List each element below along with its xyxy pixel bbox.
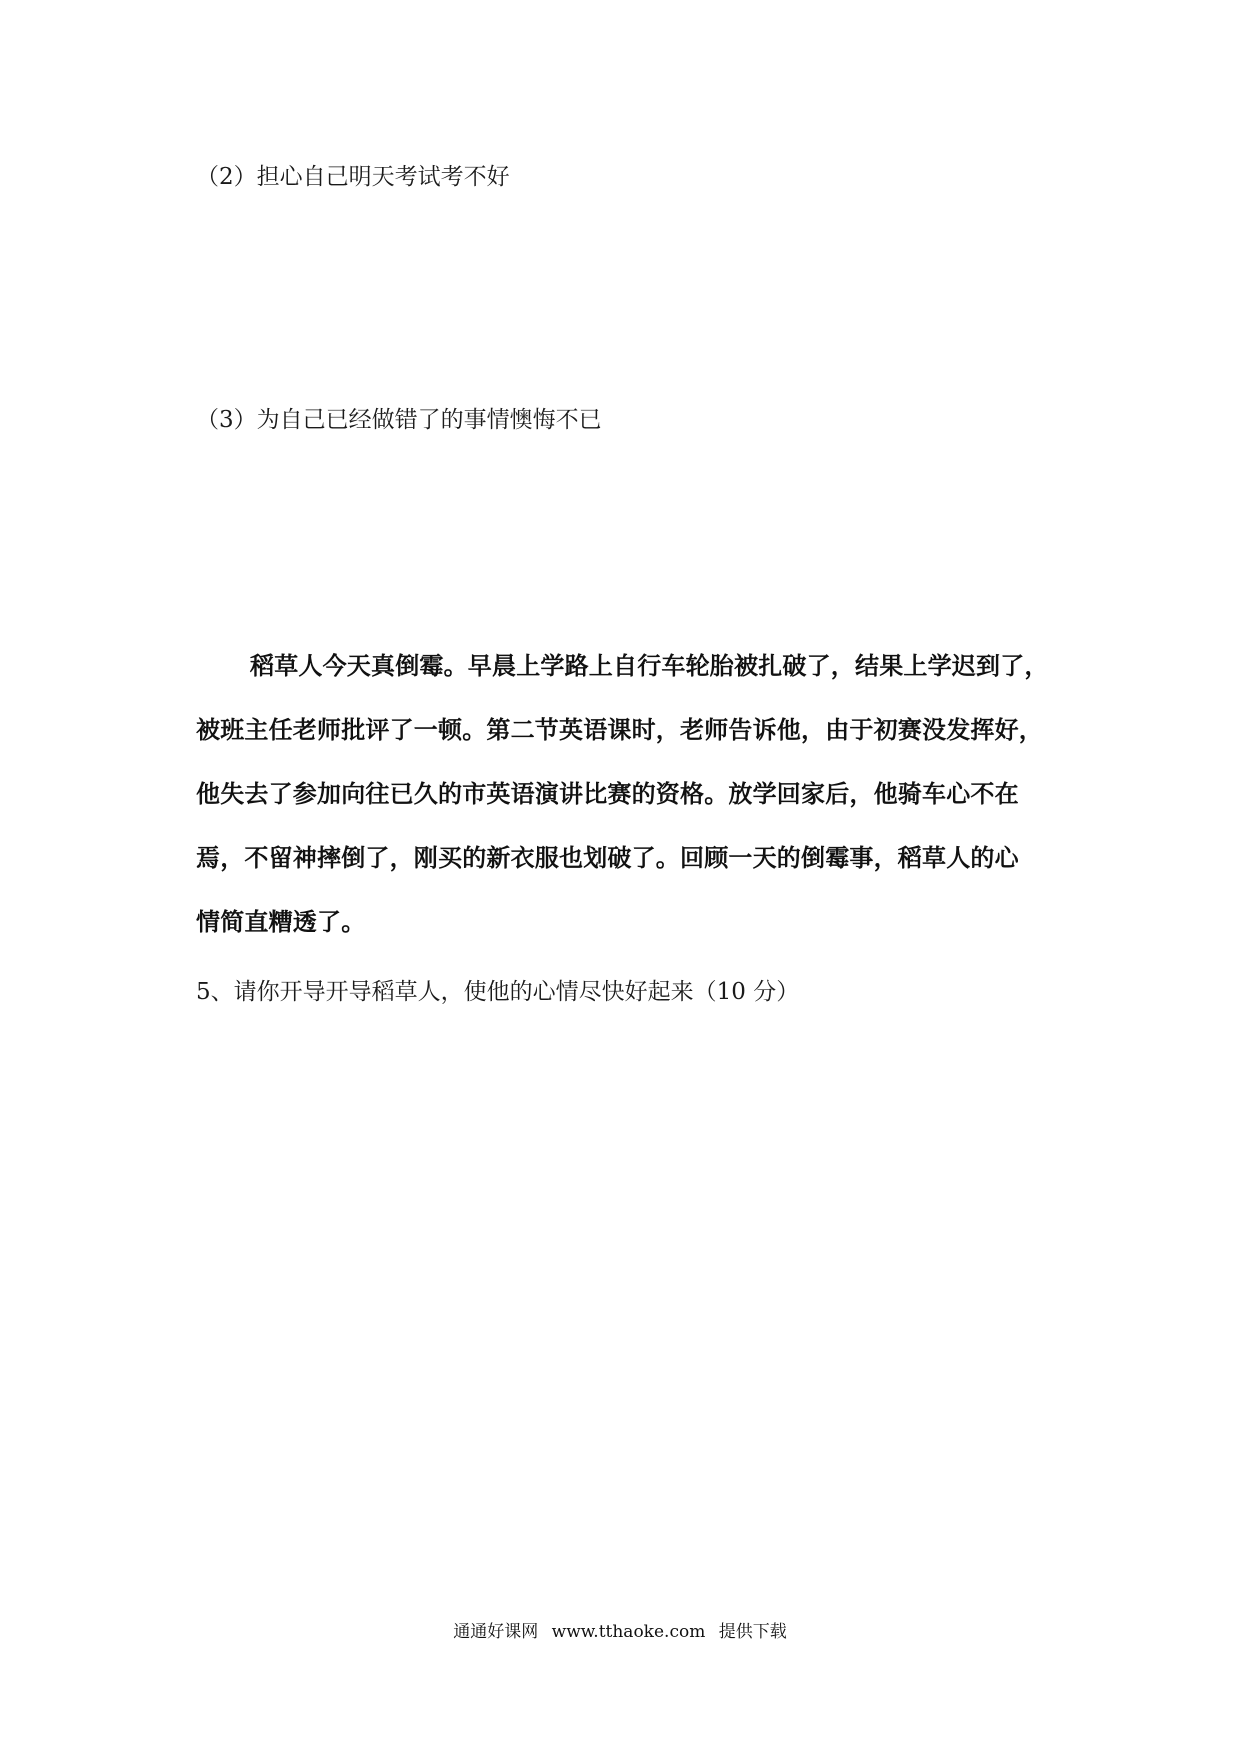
passage-line: 焉，不留神摔倒了，刚买的新衣服也划破了。回顾一天的倒霉事，稻草人的心 xyxy=(196,844,1019,872)
page-footer xyxy=(0,1620,1240,1644)
footer-site-name: 通通好课网 xyxy=(453,1622,539,1642)
passage-line: 情简直糟透了。 xyxy=(196,908,366,936)
passage-line: 被班主任老师批评了一顿。第二节英语课时，老师告诉他，由于初赛没发挥好， xyxy=(196,716,1043,744)
footer-url-link[interactable]: www.tthaoke.com xyxy=(551,1622,706,1642)
passage-line: 稻草人今天真倒霉。早晨上学路上自行车轮胎被扎破了，结果上学迟到了， xyxy=(250,652,1049,680)
story-passage xyxy=(196,651,1054,971)
question-5: 5、请你开导开导稻草人，使他的心情尽快好起来（10 分） xyxy=(196,979,800,1005)
passage-line: 他失去了参加向往已久的市英语演讲比赛的资格。放学回家后，他骑车心不在 xyxy=(196,780,1019,808)
question-item-2: （2）担心自己明天考试考不好 xyxy=(196,164,510,190)
question-item-3: （3）为自己已经做错了的事情懊悔不已 xyxy=(196,407,602,433)
footer-suffix: 提供下载 xyxy=(718,1622,787,1642)
